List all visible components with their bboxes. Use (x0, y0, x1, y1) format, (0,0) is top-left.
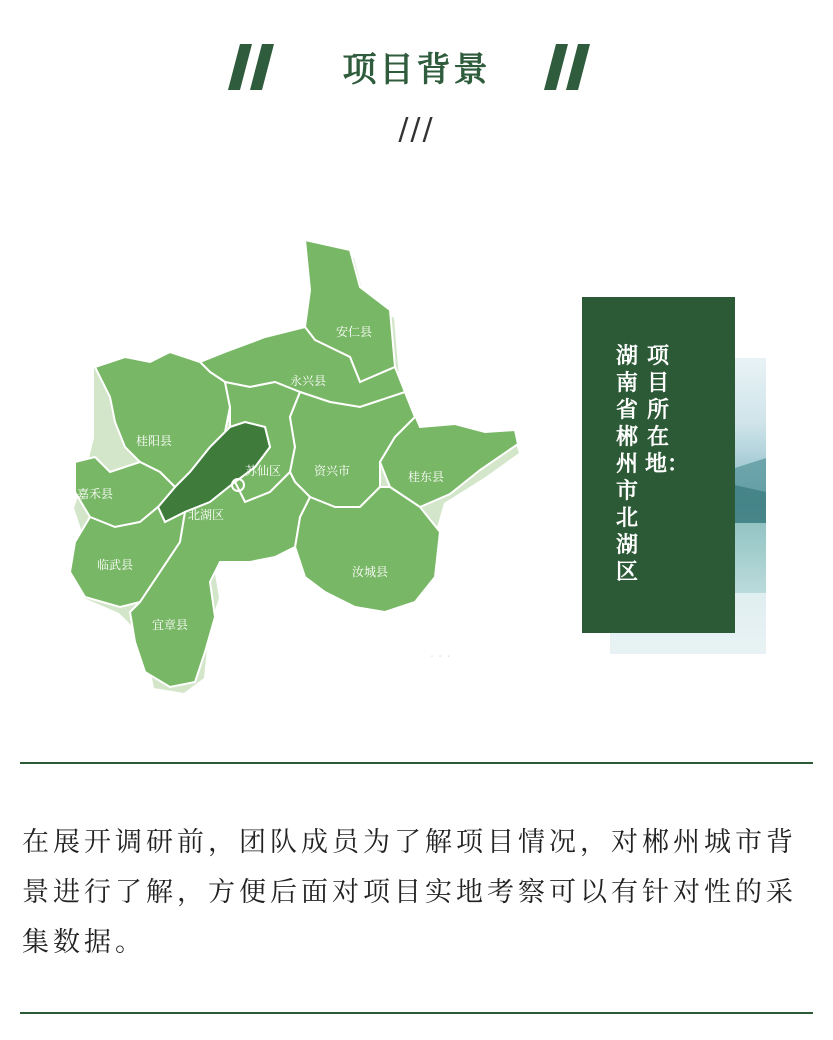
map-watermark: · · · (430, 650, 451, 665)
label-zixing: 资兴市 (314, 464, 351, 478)
label-beihu: 北湖区 (188, 508, 225, 522)
label-guidong: 桂东县 (408, 470, 445, 484)
label-guiyang: 桂阳县 (136, 434, 173, 448)
quote-mark-right-icon (542, 42, 596, 92)
title-slashes: /// (398, 112, 435, 147)
label-rucheng: 汝城县 (352, 565, 389, 579)
label-suxian: 苏仙区 (245, 464, 282, 478)
divider-bottom (20, 1012, 813, 1014)
chenzhou-map (60, 232, 530, 702)
label-linwu: 临武县 (97, 558, 134, 572)
label-yongxing: 永兴县 (290, 374, 327, 388)
region-rucheng (295, 487, 440, 612)
location-heading: 项目所在地： (645, 344, 690, 477)
location-card (582, 297, 735, 633)
location-value: 湖南省郴州市北湖区 (615, 344, 638, 585)
section-header (0, 28, 833, 108)
label-yizhang: 宜章县 (152, 618, 189, 632)
map-svg (60, 232, 530, 702)
intro-paragraph: 在展开调研前，团队成员为了解项目情况，对郴州城市背景进行了解，方便后面对项目实地考察可以有针对性的采集数据。 (22, 827, 797, 958)
label-jiahe: 嘉禾县 (77, 487, 114, 501)
page-title: 项目背景 (342, 50, 491, 90)
label-anren: 安仁县 (336, 325, 373, 339)
divider-top (20, 762, 813, 764)
